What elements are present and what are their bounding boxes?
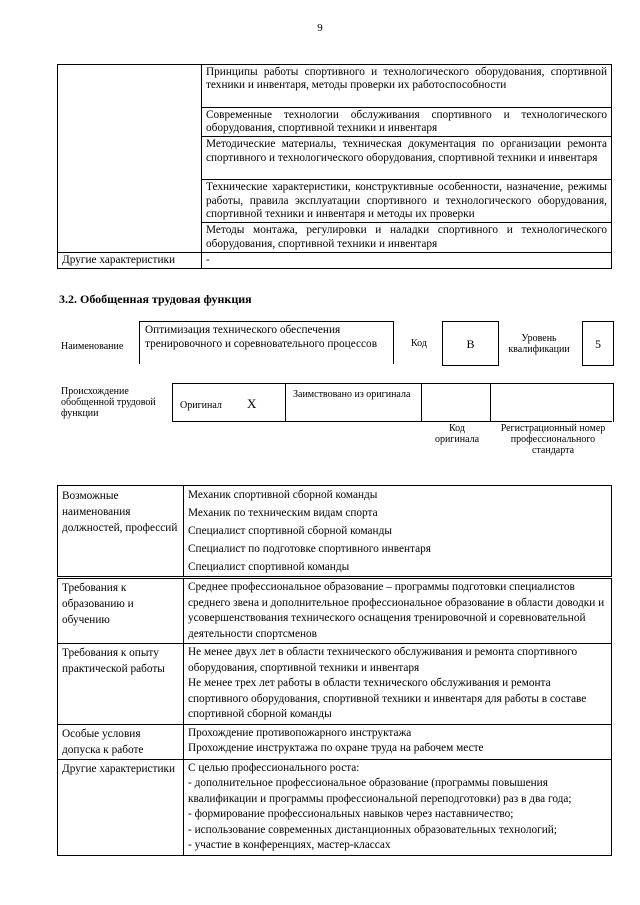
list-item: Специалист спортивной команды [184, 558, 612, 577]
requirements-table [57, 578, 612, 856]
table-row [58, 486, 612, 505]
section-heading: 3.2. Обобщенная трудовая функция [59, 292, 252, 306]
original-mark: X [247, 396, 257, 411]
level-label: Уровень квалификации [508, 333, 570, 355]
origin-label: Происхождение обобщенной трудовой функции [61, 386, 156, 419]
divider [421, 383, 422, 421]
requirement-line: - использование современных дистанционных образовательных технологий; [188, 823, 557, 836]
table-cell: Современные технологии обслуживания спортивного и технологического оборудования, спортивной техники и инвентаря [202, 108, 612, 137]
requirement-label: Требования к опыту практической работы [58, 644, 184, 725]
name-box [139, 321, 394, 364]
code-box [442, 321, 499, 366]
table-cell: - [202, 252, 612, 268]
table-cell: Методы монтажа, регулировки и наладки спортивного и технологического оборудования, спортивной техники и инвентаря [202, 223, 612, 252]
requirement-text [184, 579, 612, 644]
table-cell-label: Другие характеристики [58, 252, 202, 268]
level-value: 5 [595, 337, 601, 351]
requirement-label: Требования к образованию и обучению [58, 579, 184, 644]
table-cell: Принципы работы спортивного и технологического оборудования, спортивной техники и инвентаря, методы проверки их работоспособности [202, 65, 612, 108]
requirement-label: Другие характеристики [58, 759, 184, 855]
name-label: Наименование [61, 341, 124, 352]
list-item: Специалист спортивной сборной команды [184, 522, 612, 540]
table-cell: Технические характеристики, конструктивные особенности, назначение, режимы работы, правила эксплуатации спортивного и технологического оборудования, спортивной техники и инвентаря и методы их проверки [202, 180, 612, 223]
requirement-label: Особые условия допуска к работе [58, 724, 184, 759]
level-box [582, 321, 614, 366]
name-value: Оптимизация технического обеспечения тренировочного и соревновательного процессов [145, 324, 378, 350]
code-value: B [466, 337, 475, 351]
divider [490, 383, 491, 421]
requirement-line: - участие в конференциях, мастер-классах [188, 839, 391, 851]
table-row [58, 644, 612, 725]
requirement-text [184, 644, 612, 725]
table-row [58, 759, 612, 855]
reg-number-label: Регистрационный номер профессионального стандарта [500, 423, 606, 456]
positions-label: Возможные наименования должностей, профессий [58, 486, 184, 577]
divider [285, 383, 286, 421]
borrowed-label: Заимствовано из оригинала [293, 389, 411, 400]
requirement-line: Прохождение инструктажа по охране труда на рабочем месте [188, 742, 484, 754]
table-row [58, 579, 612, 644]
code-label: Код [411, 338, 427, 349]
requirement-line: Не менее трех лет работы в области технического обслуживания и ремонта спортивного оборудования, спортивной техники и инвентаря для работы в составе спортивной сборной команды [188, 677, 587, 720]
table-row [58, 252, 612, 268]
positions-table [57, 485, 612, 577]
knowledge-table [57, 64, 612, 269]
origin-row-bottom [172, 421, 612, 422]
list-item: Специалист по подготовке спортивного инвентаря [184, 540, 612, 558]
requirement-text [184, 724, 612, 759]
list-item: Механик спортивной сборной команды [184, 486, 612, 505]
page-number: 9 [317, 22, 323, 34]
table-cell: Методические материалы, техническая документация по организации ремонта спортивного и технологического оборудования, спортивной техники и инвентаря [202, 137, 612, 180]
original-label: Оригинал [180, 400, 222, 411]
code-original-label: Код оригинала [434, 423, 480, 445]
list-item: Механик по техническим видам спорта [184, 504, 612, 522]
requirement-line: Прохождение противопожарного инструктажа [188, 726, 412, 739]
requirement-line: - дополнительное профессиональное образование (программы повышения квалификации и программы профессиональной переподготовки) раз в два года; [188, 777, 572, 805]
table-cell-label [58, 65, 202, 253]
requirement-text [184, 759, 612, 855]
table-row [58, 65, 612, 108]
table-row [58, 724, 612, 759]
requirement-line: - формирование профессиональных навыков через наставничество; [188, 808, 514, 820]
requirement-line: С целью профессионального роста: [188, 761, 360, 774]
requirement-line: Не менее двух лет в области технического обслуживания и ремонта спортивного оборудования, спортивной техники и инвентаря [188, 646, 578, 674]
requirement-line: Среднее профессиональное образование – программы подготовки специалистов среднего звена и дополнительное профессиональное образование в области доводки и усовершенствования технического оснащения тренировочной и соревновательной деятельности спортсменов [188, 581, 605, 640]
